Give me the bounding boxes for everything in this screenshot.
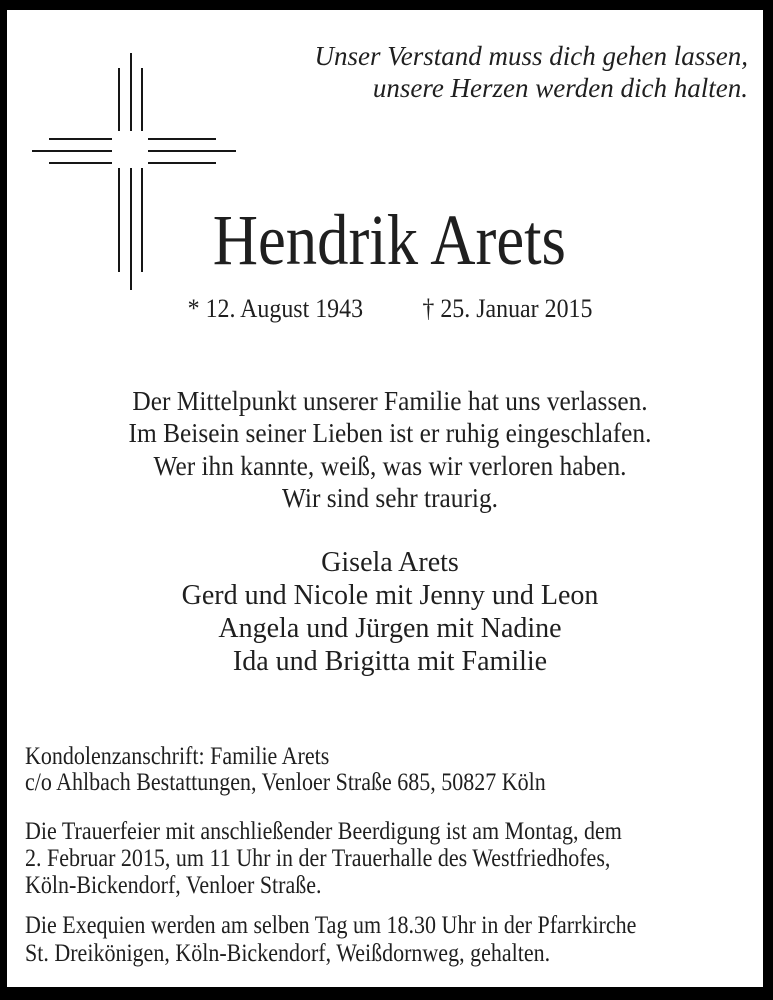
funeral-info [25,818,703,899]
funeral-line: Köln-Bickendorf, Venloer Straße. [25,872,322,899]
mourners-list [7,546,763,678]
condolence-line: Kondolenzanschrift: Familie Arets [25,743,330,770]
exequies-info [25,912,720,968]
cross-vertical-line [118,68,120,131]
cross-horizontal-line [49,138,112,140]
tribute-text [7,385,763,514]
death-date: † 25. Januar 2015 [422,294,593,323]
funeral-line: Die Trauerfeier mit anschließender Beerdigung ist am Montag, dem [25,818,622,845]
condolence-line: c/o Ahlbach Bestattungen, Venloer Straße 685, 50827 Köln [25,769,546,796]
cross-vertical-line [141,68,143,131]
epigraph-line: unsere Herzen werden dich halten. [372,73,748,103]
deceased-name: Hendrik Arets [212,200,566,280]
cross-horizontal-line [32,150,112,152]
cross-horizontal-line [148,162,216,164]
birth-date: * 12. August 1943 [187,294,363,323]
mourner-line: Angela und Jürgen mit Nadine [218,613,562,644]
tribute-line: Wer ihn kannte, weiß, was wir verloren haben. [153,450,627,481]
epigraph [315,40,748,104]
exequies-line: St. Dreikönigen, Köln-Bickendorf, Weißdornweg, gehalten. [25,940,551,967]
cross-vertical-line [130,53,132,131]
tribute-line: Im Beisein seiner Lieben ist er ruhig eingeschlafen. [128,418,652,449]
exequies-line: Die Exequien werden am selben Tag um 18.30 Uhr in der Pfarrkirche [25,912,637,939]
epigraph-line: Unser Verstand muss dich gehen lassen, [314,41,748,71]
cross-horizontal-line [49,162,112,164]
life-dates [7,294,763,324]
mourner-line: Gerd und Nicole mit Jenny und Leon [181,580,599,611]
cross-horizontal-line [148,138,216,140]
funeral-line: 2. Februar 2015, um 11 Uhr in der Trauerhalle des Westfriedhofes, [25,845,611,872]
mourner-line: Ida und Brigitta mit Familie [232,646,548,677]
condolence-address [25,744,617,796]
cross-horizontal-line [148,150,236,152]
mourner-line: Gisela Arets [321,547,459,578]
tribute-line: Der Mittelpunkt unserer Familie hat uns verlassen. [132,386,648,416]
tribute-line: Wir sind sehr traurig. [281,482,499,513]
